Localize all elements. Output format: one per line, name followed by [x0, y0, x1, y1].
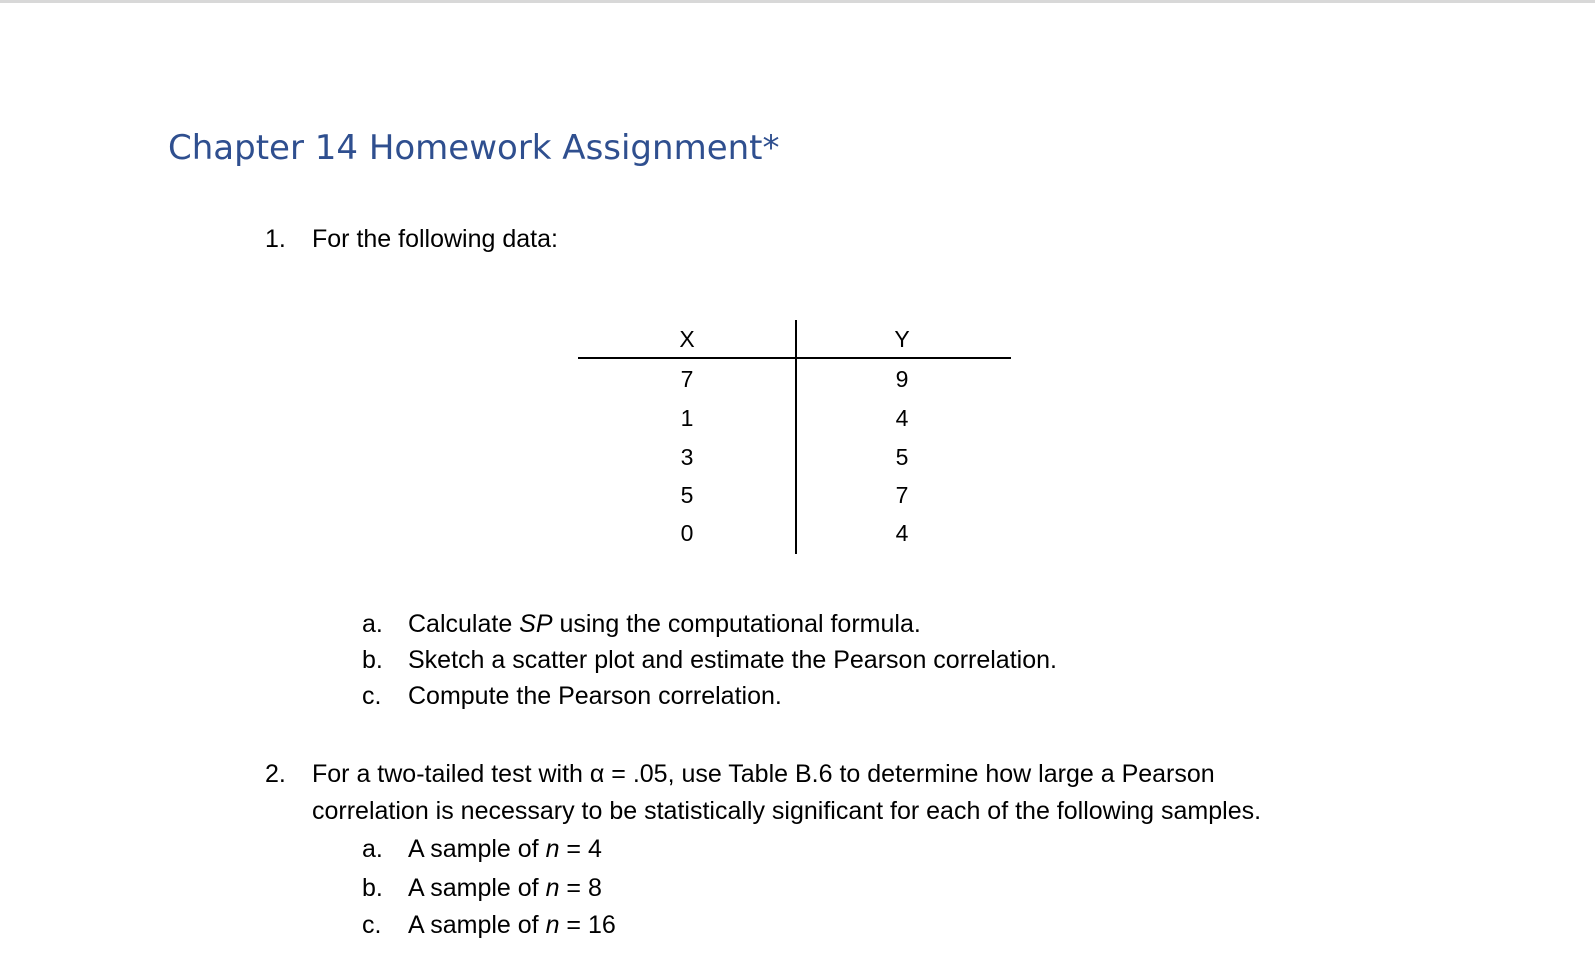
emphasis-sp: SP — [519, 610, 553, 638]
question-prompt-line-1: For a two-tailed test with α = .05, use Table B.6 to determine how large a Pearson — [312, 760, 1215, 788]
question-2-line-2: correlation is necessary to be statistically significant for each of the following samples. — [312, 797, 1262, 825]
sub-item-text: A sample of n = 16 — [408, 911, 616, 939]
variable-n: n — [545, 911, 560, 939]
sub-item-letter: a. — [362, 610, 383, 638]
table-cell: 9 — [895, 366, 909, 392]
table-cell: 4 — [895, 520, 909, 546]
page-title: Chapter 14 Homework Assignment* — [168, 128, 780, 168]
variable-n: n — [545, 874, 560, 902]
sub-item-text: Sketch a scatter plot and estimate the Pearson correlation. — [408, 646, 1057, 674]
table-cell: 1 — [680, 405, 694, 431]
question-number: 2. — [265, 760, 286, 788]
sub-item-letter: b. — [362, 874, 383, 902]
question-number: 1. — [265, 225, 286, 253]
alpha-symbol: α — [589, 760, 605, 788]
question-prompt: For the following data: — [312, 225, 558, 253]
table-cell: 5 — [680, 482, 694, 508]
column-header-x: X — [679, 326, 695, 352]
sub-item-text: A sample of n = 8 — [408, 874, 602, 902]
sub-item-letter: a. — [362, 835, 383, 863]
sub-item-text: A sample of n = 4 — [408, 835, 602, 863]
table-cell: 4 — [895, 405, 909, 431]
table-cell: 7 — [895, 482, 909, 508]
table-column-divider — [795, 320, 797, 554]
sub-item-letter: b. — [362, 646, 383, 674]
variable-n: n — [545, 835, 560, 863]
table-cell: 3 — [680, 444, 694, 470]
table-cell: 5 — [895, 444, 909, 470]
sub-item-letter: c. — [362, 911, 382, 939]
sub-item-text: Calculate SP using the computational formula. — [408, 610, 921, 638]
column-header-y: Y — [894, 326, 910, 352]
sub-item-letter: c. — [362, 682, 382, 710]
top-border — [0, 0, 1595, 3]
table-cell: 0 — [680, 520, 694, 546]
table-cell: 7 — [680, 366, 694, 392]
sub-item-text: Compute the Pearson correlation. — [408, 682, 782, 710]
